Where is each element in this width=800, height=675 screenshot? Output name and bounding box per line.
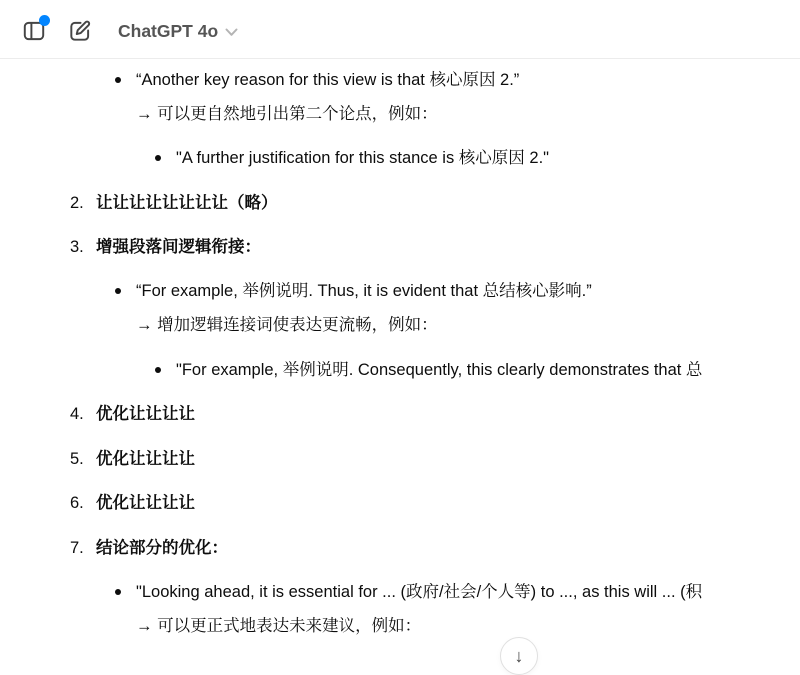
numbered-item [70, 397, 195, 431]
bullet-icon [115, 77, 121, 83]
arrow-note [136, 308, 438, 342]
item-title: 优化让让让让 [96, 494, 195, 512]
compose-icon [67, 18, 93, 44]
numbered-item [70, 486, 195, 520]
top-bar [0, 0, 800, 59]
arrow-note-text: → 增加逻辑连接词使表达更流畅，例如： [136, 316, 438, 334]
list-item-text: "For example, 举例说明. Consequently, this clearly demonstrates that 总 [176, 361, 703, 379]
bullet-icon [155, 367, 161, 373]
new-chat-button[interactable] [62, 13, 98, 49]
notification-dot [39, 15, 50, 26]
numbered-item [70, 531, 228, 565]
numbered-item [70, 442, 195, 476]
item-number: 4. [70, 405, 84, 423]
arrow-note-text: → 可以更正式地表达未来建议，例如： [136, 617, 422, 635]
arrow-note-text: → 可以更自然地引出第二个论点，例如： [136, 105, 438, 123]
item-number: 7. [70, 539, 84, 557]
list-item-text: "Looking ahead, it is essential for ... (政府/社会/个人等) to ..., as this will ... (积 [136, 583, 703, 601]
bullet-icon [155, 155, 161, 161]
arrow-note [136, 609, 421, 643]
item-title: 优化让让让让 [96, 405, 195, 423]
item-title: 让让让让让让让让（略） [96, 194, 278, 212]
chevron-down-icon [225, 28, 238, 37]
list-item-text: “Another key reason for this view is that 核心原因 2.” [136, 71, 520, 89]
item-number: 3. [70, 238, 84, 256]
list-item-text: "A further justification for this stance is 核心原因 2." [176, 149, 550, 167]
item-number: 2. [70, 194, 84, 212]
scroll-to-bottom-button[interactable] [500, 637, 538, 675]
item-title: 优化让让让让 [96, 450, 195, 468]
model-label: ChatGPT 4o [118, 20, 219, 41]
list-item [136, 63, 519, 97]
numbered-item [70, 230, 261, 264]
item-title: 结论部分的优化： [96, 539, 228, 557]
bullet-icon [115, 589, 121, 595]
list-item [136, 274, 592, 308]
item-title: 增强段落间逻辑衔接： [96, 238, 261, 256]
sidebar-toggle-button[interactable] [16, 13, 52, 49]
arrow-down-icon: ↓ [514, 645, 524, 666]
arrow-note [136, 97, 438, 131]
sub-list-item [176, 141, 549, 175]
list-item [136, 575, 702, 609]
bullet-icon [115, 288, 121, 294]
numbered-item [70, 186, 278, 220]
item-number: 5. [70, 450, 84, 468]
model-selector[interactable] [112, 13, 244, 49]
item-number: 6. [70, 494, 84, 512]
list-item-text: “For example, 举例说明. Thus, it is evident that 总结核心影响.” [136, 282, 592, 300]
sub-list-item [176, 353, 702, 387]
